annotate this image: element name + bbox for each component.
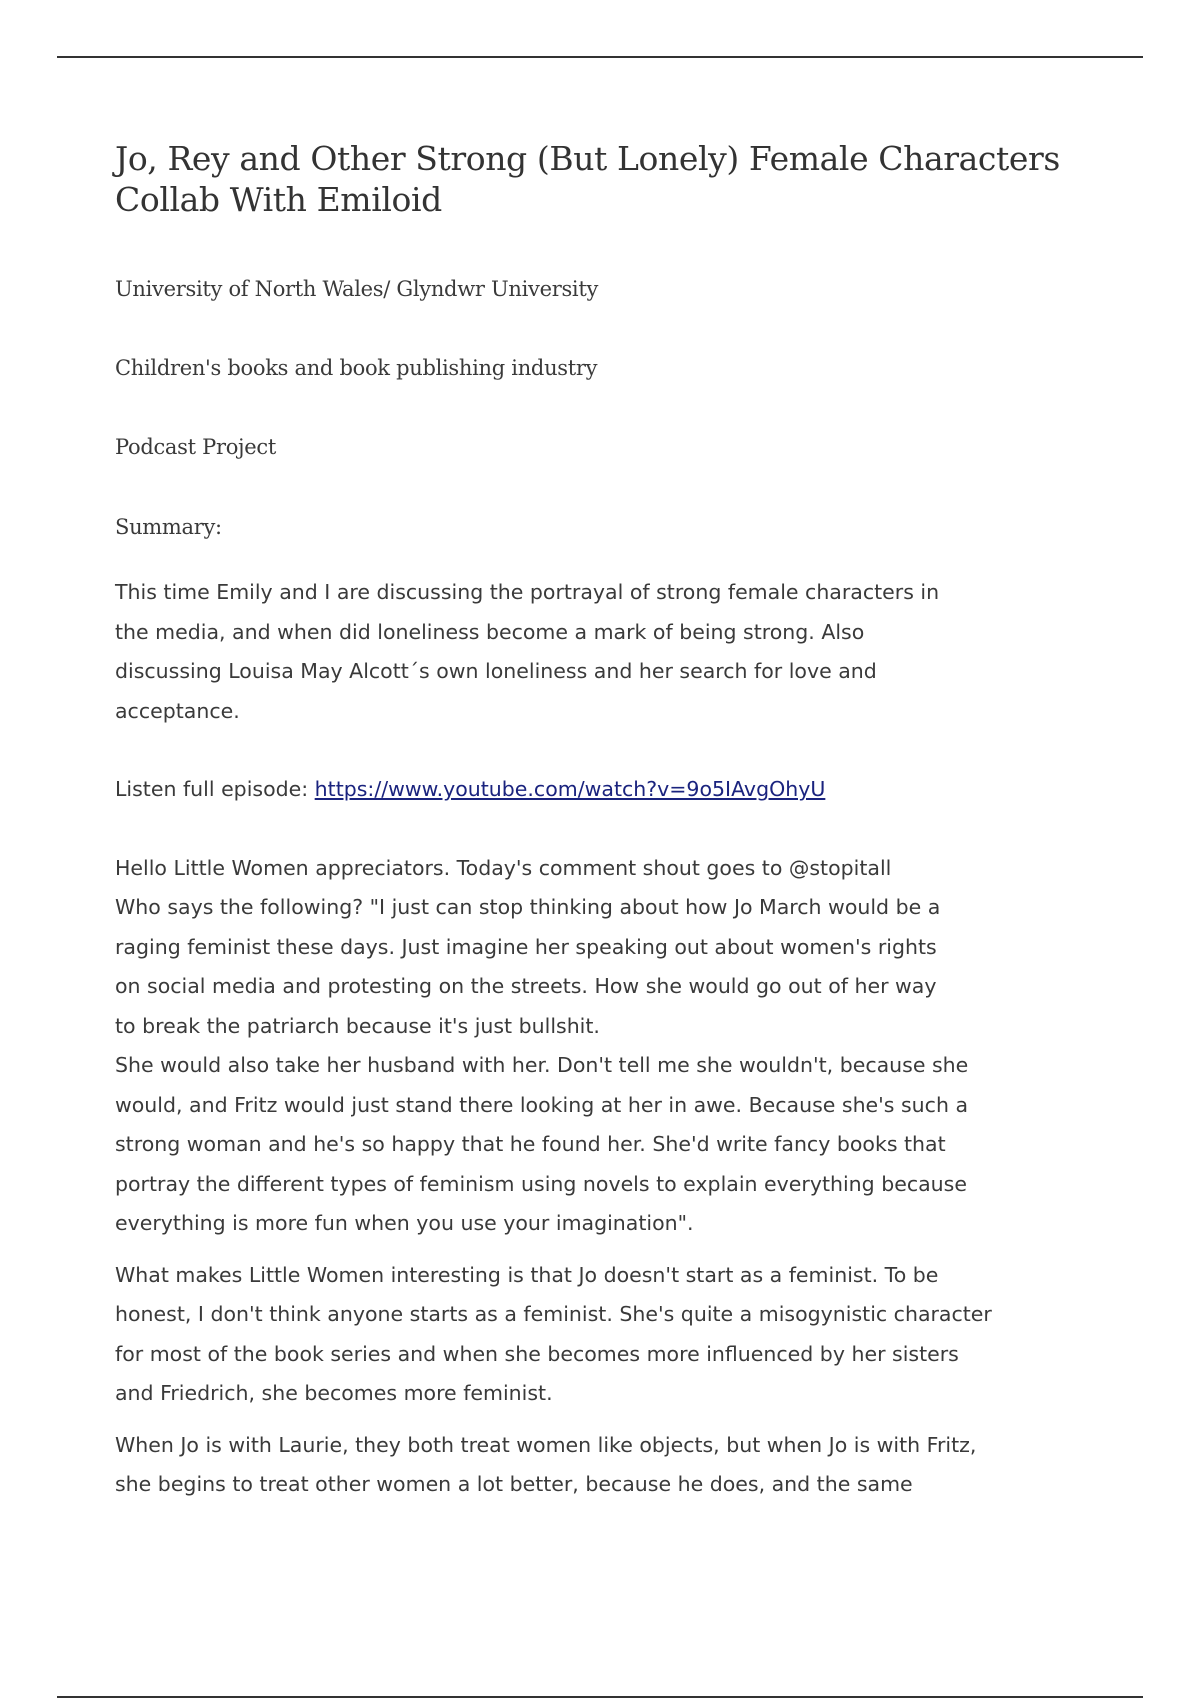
- institution-line: University of North Wales/ Glyndwr University: [115, 277, 599, 301]
- analysis-paragraph: What makes Little Women interesting is that Jo doesn't start as a feminist. To be honest, I don't think anyone starts as a feminist. She's quite a misogynistic character for most of the book series and when she becomes more influenced by her sisters and Friedrich, she becomes more feminist.: [115, 1262, 992, 1405]
- comparison-paragraph: When Jo is with Laurie, they both treat women like objects, but when Jo is with Fritz, she begins to treat other women a lot better, because he does, and the same: [115, 1432, 977, 1496]
- comment-paragraph: Hello Little Women appreciators. Today's comment shout goes to @stopitall Who says the following? "I just can stop thinking about how Jo March would be a raging feminist these days. Just imagine her speaking out about women's rights on social media and protesting on the streets. How she would go out of her way to break the patriarch because it's just bullshit. She would also take her husband with her. Don't tell me she wouldn't, because she would, and Fritz would just stand there looking at her in awe. Because she's such a strong woman and he's so happy that he found her. She'd write fancy books that portray the different types of feminism using novels to explain everything because everything is more fun when you use your imagination".: [115, 855, 969, 1235]
- project-line: Podcast Project: [115, 435, 276, 459]
- summary-paragraph: This time Emily and I are discussing the portrayal of strong female characters in the media, and when did loneliness become a mark of being strong. Also discussing Louisa May Alcott´s own loneliness and her search for love and acceptance.: [115, 580, 940, 723]
- title-text: Jo, Rey and Other Strong (But Lonely) Female Characters Collab With Emiloid: [115, 139, 1060, 219]
- summary-heading: Summary:: [115, 515, 222, 539]
- document-title: [115, 138, 1105, 220]
- top-divider: [57, 56, 1143, 58]
- course-line: Children's books and book publishing industry: [115, 356, 598, 380]
- bottom-divider: [57, 1696, 1143, 1698]
- document-body: [115, 138, 1105, 1505]
- listen-label: Listen full episode:: [115, 777, 315, 801]
- listen-line: [115, 770, 1105, 810]
- episode-link[interactable]: https://www.youtube.com/watch?v=9o5IAvgOhyU: [314, 777, 826, 801]
